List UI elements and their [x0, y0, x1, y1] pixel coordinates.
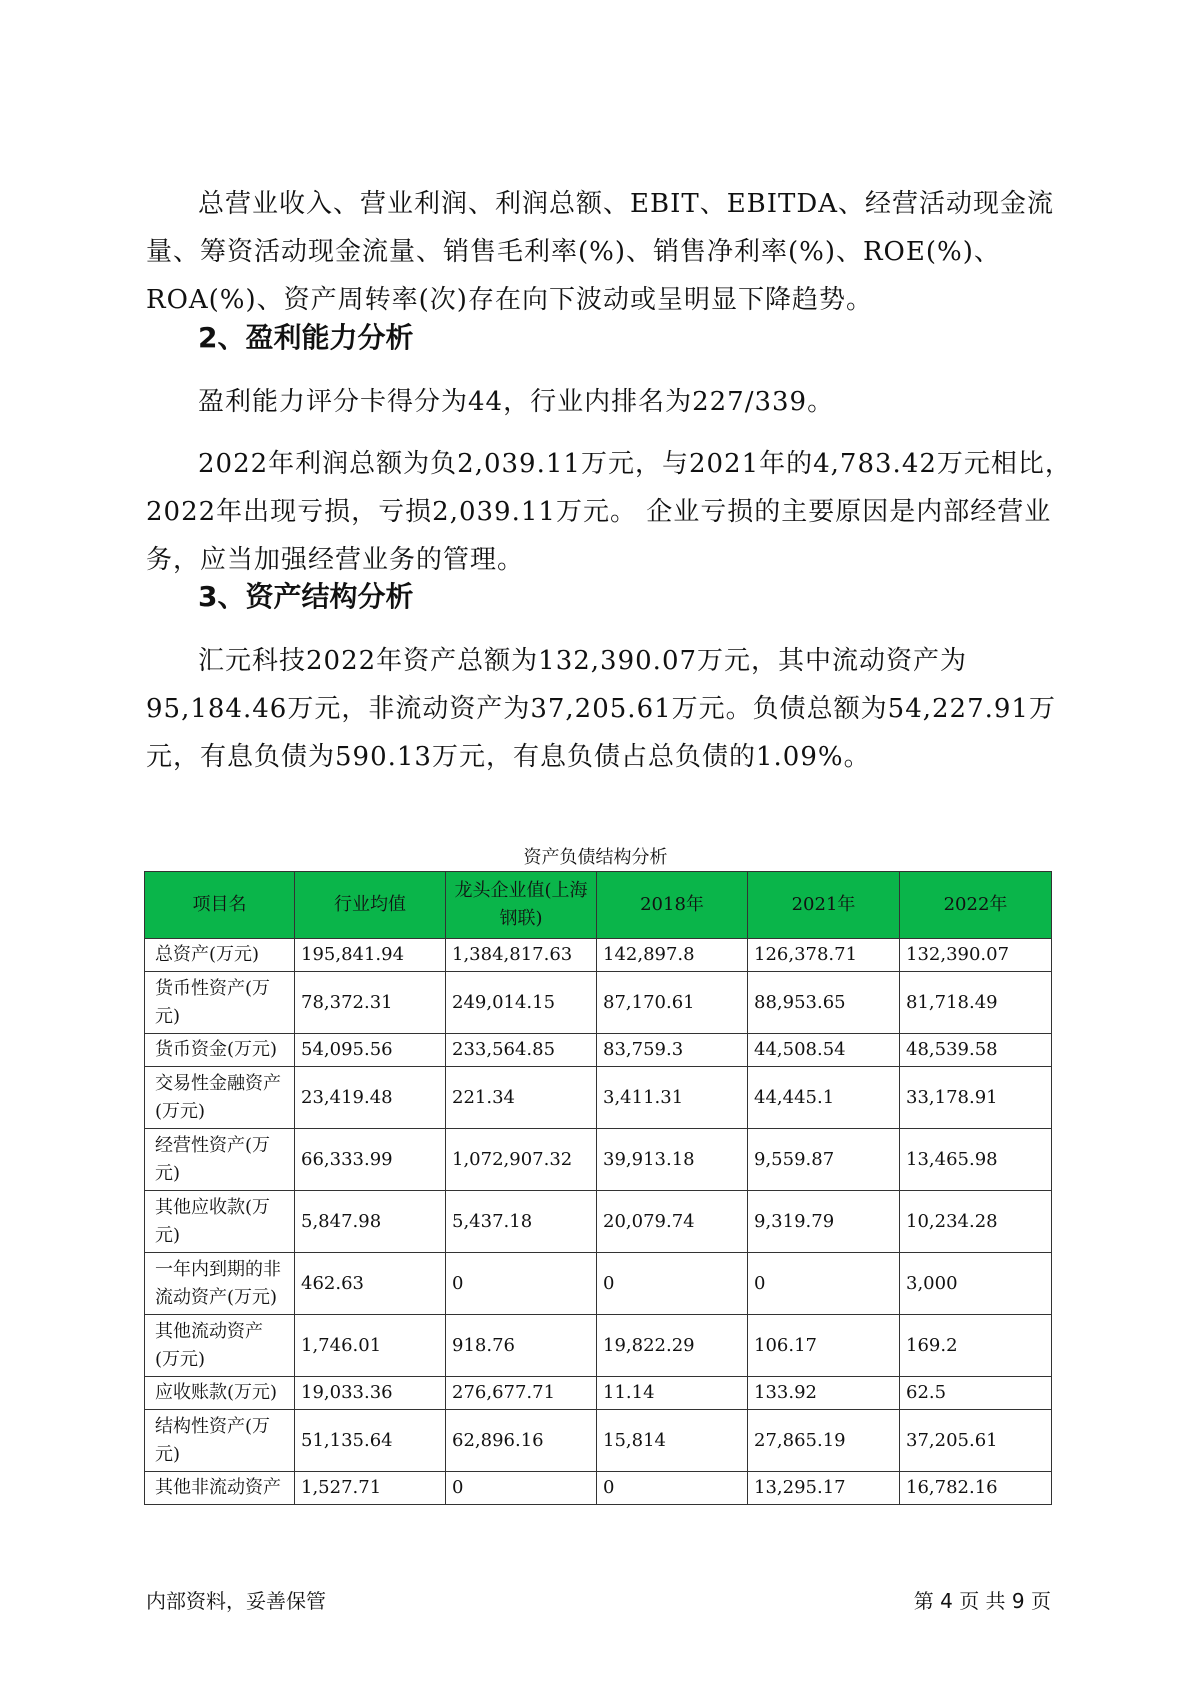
cell-value: 918.76: [446, 1315, 597, 1377]
table-row: [145, 1472, 1052, 1505]
section-heading-asset-structure: 3、资产结构分析: [198, 580, 414, 613]
table-header-row: [145, 872, 1052, 939]
header-item-name: 项目名: [145, 872, 295, 939]
cell-value: 5,847.98: [295, 1191, 446, 1253]
cell-value: 62.5: [900, 1377, 1052, 1410]
cell-value: 1,746.01: [295, 1315, 446, 1377]
cell-value: 19,822.29: [597, 1315, 748, 1377]
cell-value: 126,378.71: [748, 939, 900, 972]
cell-value: 54,095.56: [295, 1034, 446, 1067]
row-label: 一年内到期的非流动资产(万元): [145, 1253, 295, 1315]
cell-value: 276,677.71: [446, 1377, 597, 1410]
cell-value: 11.14: [597, 1377, 748, 1410]
profit-analysis-paragraph: 2022年利润总额为负2,039.11万元，与2021年的4,783.42万元相比，2022年出现亏损，亏损2,039.11万元。 企业亏损的主要原因是内部经营业务，应当加强经营业务的管理。: [146, 449, 1072, 575]
cell-value: 27,865.19: [748, 1410, 900, 1472]
table-row: [145, 1315, 1052, 1377]
row-label: 货币性资产(万元): [145, 972, 295, 1034]
row-label: 其他流动资产(万元): [145, 1315, 295, 1377]
footer-page-number: 第 4 页 共 9 页: [913, 1589, 1051, 1613]
header-leader-value: 龙头企业值(上海钢联): [446, 872, 597, 939]
cell-value: 62,896.16: [446, 1410, 597, 1472]
cell-value: 83,759.3: [597, 1034, 748, 1067]
cell-value: 9,319.79: [748, 1191, 900, 1253]
cell-value: 13,295.17: [748, 1472, 900, 1505]
cell-value: 44,445.1: [748, 1067, 900, 1129]
table-caption: 资产负债结构分析: [523, 847, 668, 868]
cell-value: 3,411.31: [597, 1067, 748, 1129]
asset-structure-paragraph: 汇元科技2022年资产总额为132,390.07万元，其中流动资产为95,184.46万元，非流动资产为37,205.61万元。负债总额为54,227.91万元，有息负债为590.13万元，有息负债占总负债的1.09%。: [146, 646, 1056, 772]
cell-value: 233,564.85: [446, 1034, 597, 1067]
cell-value: 20,079.74: [597, 1191, 748, 1253]
header-2021: 2021年: [748, 872, 900, 939]
cell-value: 87,170.61: [597, 972, 748, 1034]
cell-value: 16,782.16: [900, 1472, 1052, 1505]
cell-value: 44,508.54: [748, 1034, 900, 1067]
cell-value: 1,527.71: [295, 1472, 446, 1505]
header-2018: 2018年: [597, 872, 748, 939]
cell-value: 5,437.18: [446, 1191, 597, 1253]
table-row: [145, 1377, 1052, 1410]
header-industry-avg: 行业均值: [295, 872, 446, 939]
table-row: [145, 1253, 1052, 1315]
cell-value: 132,390.07: [900, 939, 1052, 972]
cell-value: 0: [748, 1253, 900, 1315]
cell-value: 23,419.48: [295, 1067, 446, 1129]
table-row: [145, 1034, 1052, 1067]
cell-value: 66,333.99: [295, 1129, 446, 1191]
row-label: 其他应收款(万元): [145, 1191, 295, 1253]
balance-structure-table: [144, 871, 1052, 1505]
cell-value: 221.34: [446, 1067, 597, 1129]
table-row: [145, 939, 1052, 972]
cell-value: 15,814: [597, 1410, 748, 1472]
cell-value: 195,841.94: [295, 939, 446, 972]
cell-value: 19,033.36: [295, 1377, 446, 1410]
cell-value: 33,178.91: [900, 1067, 1052, 1129]
row-label: 总资产(万元): [145, 939, 295, 972]
intro-paragraph: 总营业收入、营业利润、利润总额、EBIT、EBITDA、经营活动现金流量、筹资活动现金流量、销售毛利率(%)、销售净利率(%)、ROE(%)、ROA(%)、资产周转率(次)存在向下波动或呈明显下降趋势。: [146, 189, 1055, 315]
table-row: [145, 1191, 1052, 1253]
footer-confidential-note: 内部资料，妥善保管: [146, 1589, 326, 1613]
cell-value: 9,559.87: [748, 1129, 900, 1191]
row-label: 经营性资产(万元): [145, 1129, 295, 1191]
section-heading-profitability: 2、盈利能力分析: [198, 321, 414, 354]
profitability-score-paragraph: 盈利能力评分卡得分为44，行业内排名为227/339。: [198, 387, 835, 417]
cell-value: 142,897.8: [597, 939, 748, 972]
cell-value: 13,465.98: [900, 1129, 1052, 1191]
cell-value: 0: [597, 1253, 748, 1315]
cell-value: 3,000: [900, 1253, 1052, 1315]
table-row: [145, 1129, 1052, 1191]
row-label: 交易性金融资产(万元): [145, 1067, 295, 1129]
cell-value: 249,014.15: [446, 972, 597, 1034]
cell-value: 78,372.31: [295, 972, 446, 1034]
cell-value: 48,539.58: [900, 1034, 1052, 1067]
cell-value: 81,718.49: [900, 972, 1052, 1034]
cell-value: 0: [446, 1253, 597, 1315]
row-label: 结构性资产(万元): [145, 1410, 295, 1472]
cell-value: 1,384,817.63: [446, 939, 597, 972]
cell-value: 0: [597, 1472, 748, 1505]
row-label: 其他非流动资产: [145, 1472, 295, 1505]
cell-value: 39,913.18: [597, 1129, 748, 1191]
header-2022: 2022年: [900, 872, 1052, 939]
cell-value: 169.2: [900, 1315, 1052, 1377]
cell-value: 51,135.64: [295, 1410, 446, 1472]
table-row: [145, 972, 1052, 1034]
cell-value: 10,234.28: [900, 1191, 1052, 1253]
row-label: 货币资金(万元): [145, 1034, 295, 1067]
cell-value: 133.92: [748, 1377, 900, 1410]
cell-value: 0: [446, 1472, 597, 1505]
cell-value: 462.63: [295, 1253, 446, 1315]
table-row: [145, 1410, 1052, 1472]
cell-value: 88,953.65: [748, 972, 900, 1034]
row-label: 应收账款(万元): [145, 1377, 295, 1410]
table-row: [145, 1067, 1052, 1129]
cell-value: 1,072,907.32: [446, 1129, 597, 1191]
cell-value: 106.17: [748, 1315, 900, 1377]
cell-value: 37,205.61: [900, 1410, 1052, 1472]
